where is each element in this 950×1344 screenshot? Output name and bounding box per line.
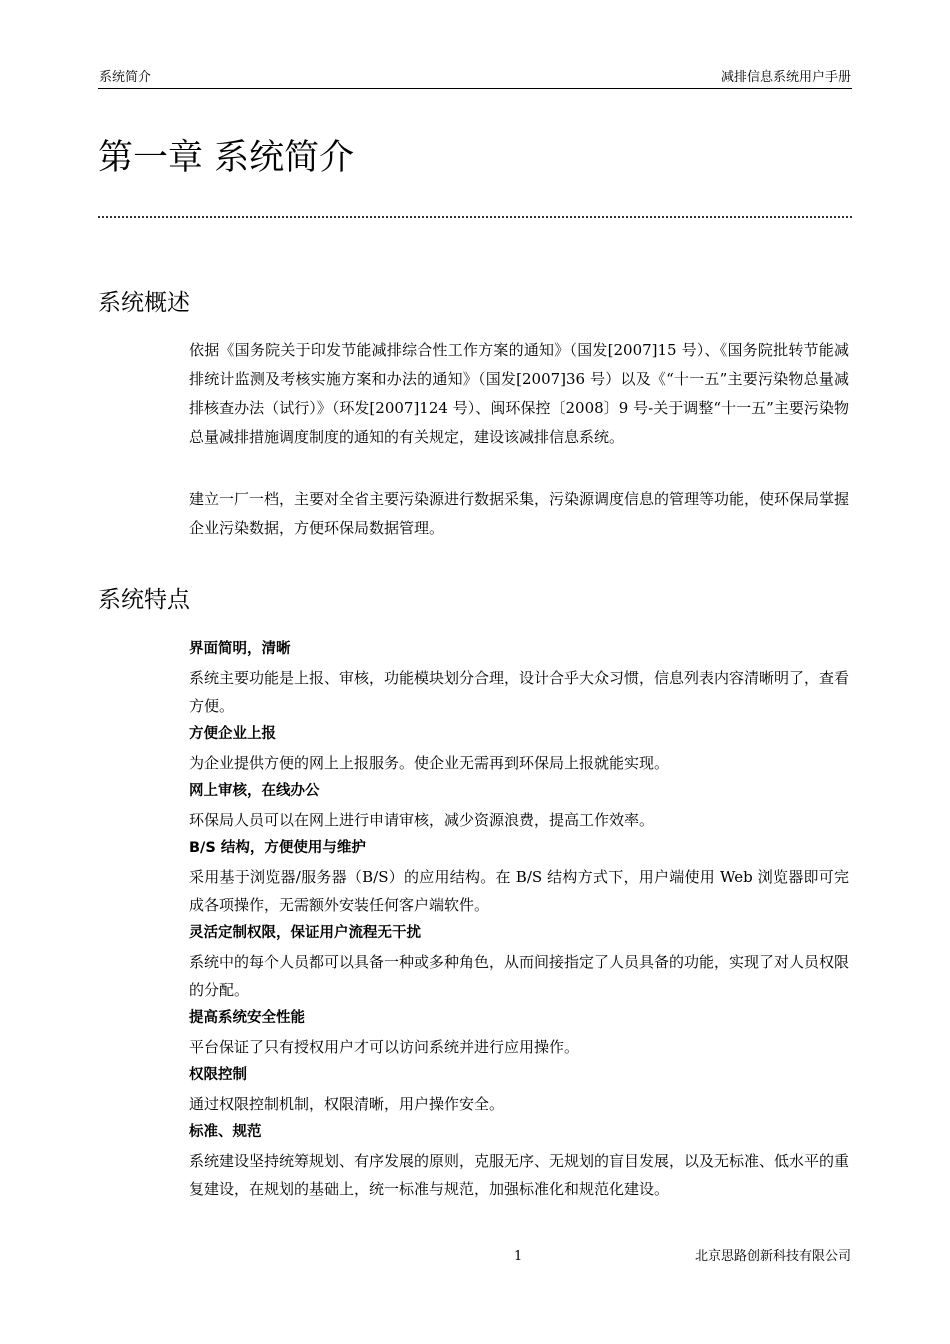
feature-title: 方便企业上报 <box>189 726 276 742</box>
feature-title: 标准、规范 <box>189 1124 262 1140</box>
feature-title: 权限控制 <box>189 1067 247 1083</box>
feature-item <box>189 635 849 720</box>
feature-item <box>189 777 849 834</box>
overview-paragraph: 依据《国务院关于印发节能减排综合性工作方案的通知》（国发[2007]15 号）、《国务院批转节能减排统计监测及考核实施方案和办法的通知》（国发[2007]36 号）以及《“十一五”主要污染物总量减排核查办法（试行）》（环发[2007]124 号）、闽环保控〔2008〕9 号-关于调整“十一五”主要污染物总量减排措施调度制度的通知的有关规定，建设该减排信息系统。 <box>189 341 849 446</box>
feature-title: 界面简明，清晰 <box>189 641 291 657</box>
feature-description: 系统主要功能是上报、审核，功能模块划分合理，设计合乎大众习惯，信息列表内容清晰明了，查看方便。 <box>189 669 850 715</box>
section-heading-overview: 系统概述 <box>98 290 190 316</box>
feature-description: 系统中的每个人员都可以具备一种或多种角色，从而间接指定了人员具备的功能，实现了对人员权限的分配。 <box>189 953 850 999</box>
feature-title: 网上审核，在线办公 <box>189 783 320 799</box>
feature-description: 采用基于浏览器/服务器（B/S）的应用结构。在 B/S 结构方式下，用户端使用 Web 浏览器即可完成各项操作，无需额外安装任何客户端软件。 <box>189 868 849 914</box>
chapter-title: 第一章 系统简介 <box>98 138 355 178</box>
feature-list <box>189 635 849 1203</box>
page-number: 1 <box>514 1249 523 1264</box>
feature-item <box>189 720 849 777</box>
overview-paragraph: 建立一厂一档，主要对全省主要污染源进行数据采集，污染源调度信息的管理等功能，使环保局掌握企业污染数据，方便环保局数据管理。 <box>189 490 850 537</box>
feature-item <box>189 1061 849 1118</box>
feature-item <box>189 1004 849 1061</box>
header-section-title: 系统简介 <box>99 70 152 85</box>
section-heading-features: 系统特点 <box>98 587 190 613</box>
feature-description: 环保局人员可以在网上进行申请审核，减少资源浪费，提高工作效率。 <box>189 811 655 829</box>
footer-company-name: 北京思路创新科技有限公司 <box>694 1249 851 1264</box>
feature-title: 灵活定制权限，保证用户流程无干扰 <box>189 925 421 941</box>
feature-title: 提高系统安全性能 <box>189 1010 305 1026</box>
header-manual-title: 减排信息系统用户手册 <box>720 70 851 85</box>
feature-description: 为企业提供方便的网上上报服务。使企业无需再到环保局上报就能实现。 <box>189 754 670 772</box>
feature-title: B/S 结构，方便使用与维护 <box>189 840 366 856</box>
feature-item <box>189 1118 849 1203</box>
chapter-divider <box>98 216 852 218</box>
feature-description: 通过权限控制机制，权限清晰，用户操作安全。 <box>189 1095 505 1113</box>
feature-description: 系统建设坚持统筹规划、有序发展的原则，克服无序、无规划的盲目发展，以及无标准、低水平的重复建设，在规划的基础上，统一标准与规范，加强标准化和规范化建设。 <box>189 1152 850 1198</box>
header-divider <box>98 88 852 89</box>
feature-item <box>189 919 849 1004</box>
feature-item <box>189 834 849 919</box>
feature-description: 平台保证了只有授权用户才可以访问系统并进行应用操作。 <box>189 1038 580 1056</box>
